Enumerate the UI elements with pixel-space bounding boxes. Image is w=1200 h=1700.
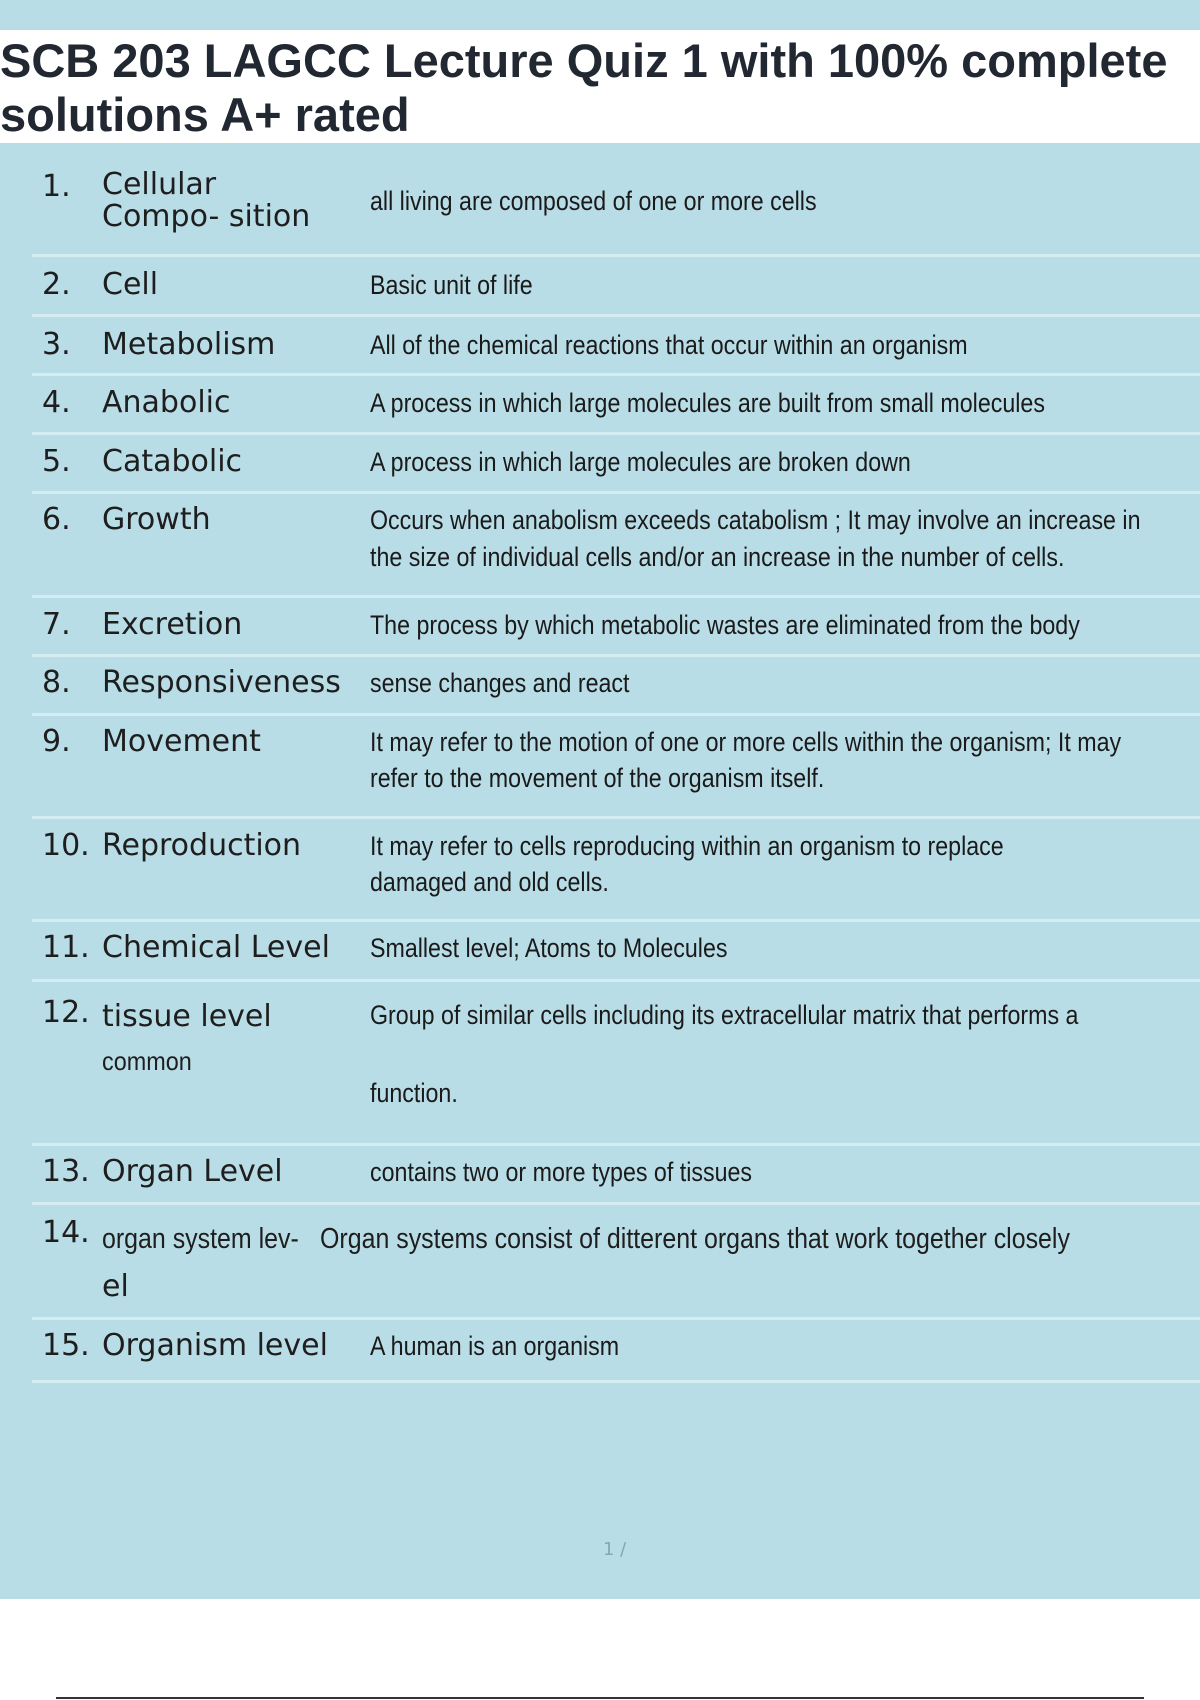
page-number: 1 / — [603, 1539, 627, 1560]
definition-line: Basic unit of life — [370, 270, 533, 300]
row-definition — [370, 385, 1084, 432]
table-row — [32, 982, 1200, 1146]
row-number: 13. — [42, 1154, 90, 1189]
row-definition — [370, 724, 1121, 816]
row-definition — [370, 930, 1084, 979]
definition-line: Group of similar cells including its extracellular matrix that performs a — [370, 1000, 1079, 1030]
definition-line: Smallest level; Atoms to Molecules — [370, 933, 728, 963]
table-row — [32, 257, 1200, 317]
row-term: Reproduction — [102, 828, 302, 863]
row-definition — [370, 502, 1140, 595]
row-definition — [370, 607, 1084, 654]
term-line: Cellular — [102, 167, 217, 202]
row-number: 10. — [42, 828, 90, 863]
table-row — [32, 1146, 1200, 1205]
row-term — [102, 995, 370, 1143]
row-definition — [370, 327, 1084, 373]
table-row — [32, 376, 1200, 435]
row-definition — [370, 665, 1084, 713]
qa-panel — [0, 143, 1200, 1599]
row-term — [102, 1215, 1200, 1317]
definition-line: A human is an organism — [370, 1331, 620, 1361]
table-row — [32, 317, 1200, 376]
row-term: Organism level — [102, 1328, 328, 1363]
document-title — [0, 30, 1200, 143]
row-term: Excretion — [102, 607, 243, 642]
row-definition — [370, 828, 1084, 919]
row-term — [102, 169, 370, 254]
definition-line: refer to the movement of the organism itself. — [370, 763, 825, 793]
term-line: common — [102, 1046, 192, 1076]
row-term: Catabolic — [102, 444, 243, 479]
term-line — [102, 1215, 1200, 1263]
row-term: Growth — [102, 502, 211, 537]
row-term: Responsiveness — [102, 665, 341, 700]
row-number: 9. — [42, 724, 71, 759]
row-number: 12. — [42, 995, 90, 1030]
row-term: Cell — [102, 267, 159, 302]
table-row — [32, 922, 1200, 982]
row-number: 5. — [42, 444, 71, 479]
term-text: organ system lev- — [102, 1223, 299, 1255]
definition-line: function. — [370, 1078, 458, 1108]
row-definition: Organ systems consist of ditterent organs that work together closely — [320, 1223, 1070, 1255]
row-number: 1. — [42, 169, 71, 204]
top-band — [0, 0, 1200, 30]
term-line: el — [102, 1269, 129, 1304]
definition-line: All of the chemical reactions that occur within an organism — [370, 330, 968, 360]
definition-line: the size of individual cells and/or an increase in the number of cells. — [370, 542, 1065, 572]
row-definition — [370, 995, 1084, 1143]
definition-line: It may refer to the motion of one or more cells within the organism; It may — [370, 727, 1122, 757]
row-definition — [370, 1328, 1084, 1380]
row-term: Movement — [102, 724, 261, 759]
table-row — [32, 657, 1200, 716]
table-row — [32, 494, 1200, 598]
row-definition — [370, 444, 1084, 491]
definition-line: A process in which large molecules are built from small molecules — [370, 388, 1045, 418]
row-number: 8. — [42, 665, 71, 700]
definition-line: The process by which metabolic wastes are eliminated from the body — [370, 610, 1080, 640]
row-term: Metabolism — [102, 327, 276, 362]
definition-line: It may refer to cells reproducing within an organism to replace — [370, 831, 1004, 861]
qa-table — [32, 169, 1200, 1383]
definition-line: Occurs when anabolism exceeds catabolism ; It may involve an increase in — [370, 505, 1141, 535]
table-row — [32, 1320, 1200, 1383]
table-row — [32, 598, 1200, 657]
row-definition — [370, 267, 1084, 314]
term-line: tissue level — [102, 999, 272, 1034]
definition-line: all living are composed of one or more cells — [370, 186, 817, 216]
row-number: 6. — [42, 502, 71, 537]
row-term: Anabolic — [102, 385, 231, 420]
definition-line: sense changes and react — [370, 668, 630, 698]
row-term: Chemical Level — [102, 930, 330, 965]
row-number: 15. — [42, 1328, 90, 1363]
table-row — [32, 169, 1200, 257]
row-number: 7. — [42, 607, 71, 642]
definition-line: damaged and old cells. — [370, 867, 609, 897]
row-term: Organ Level — [102, 1154, 283, 1189]
table-row — [32, 819, 1200, 922]
row-number: 2. — [42, 267, 71, 302]
row-number: 14. — [42, 1215, 90, 1250]
row-number: 3. — [42, 327, 71, 362]
table-row — [32, 1205, 1200, 1320]
row-definition — [370, 169, 1084, 254]
footer-rule — [56, 1697, 1144, 1699]
title-line-2: solutions A+ rated — [0, 88, 410, 141]
definition-line: A process in which large molecules are broken down — [370, 447, 911, 477]
title-line-1: SCB 203 LAGCC Lecture Quiz 1 with 100% complete — [0, 34, 1168, 87]
definition-line: contains two or more types of tissues — [370, 1157, 753, 1187]
table-row — [32, 716, 1200, 819]
row-number: 11. — [42, 930, 90, 965]
term-line: Compo- sition — [102, 199, 311, 234]
row-definition — [370, 1154, 1084, 1202]
row-number: 4. — [42, 385, 71, 420]
table-row — [32, 435, 1200, 494]
